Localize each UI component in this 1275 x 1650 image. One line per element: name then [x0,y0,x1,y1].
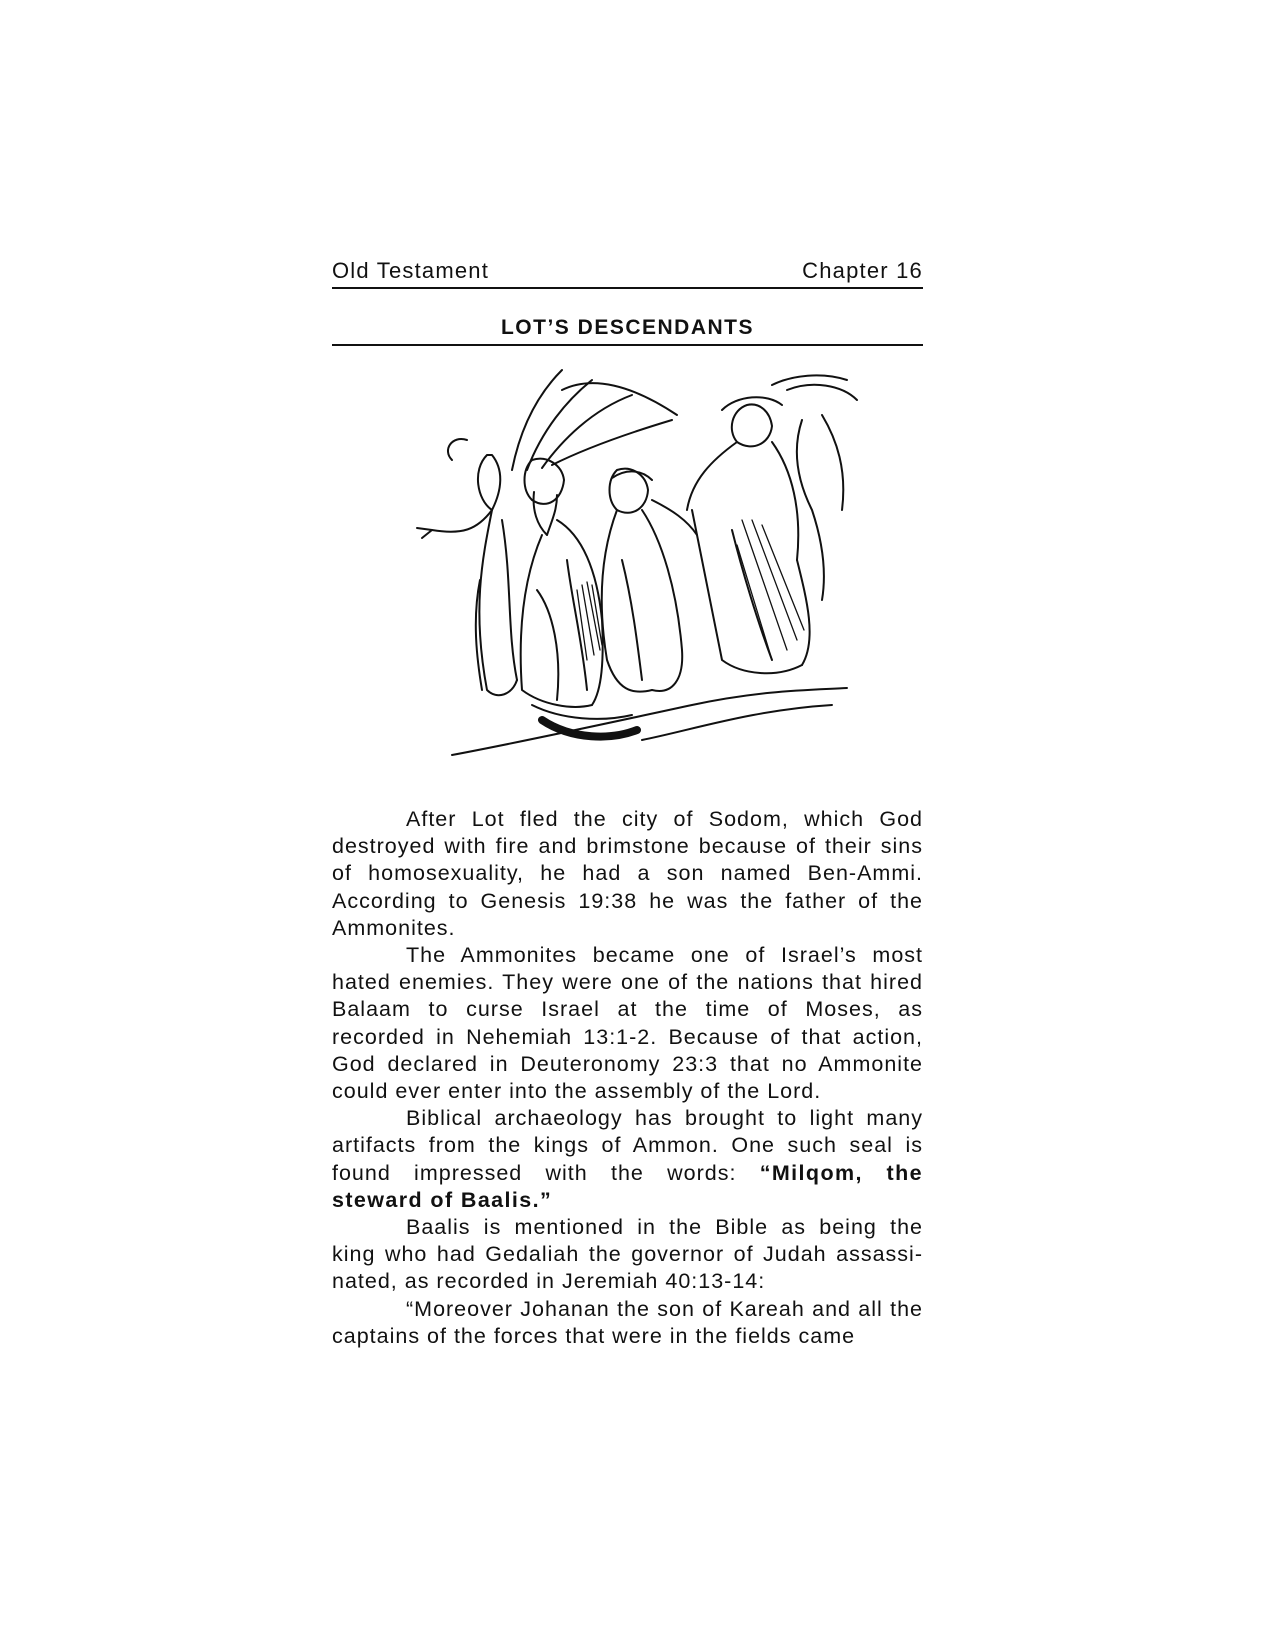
paragraph-1: After Lot fled the city of Sodom, which God destroyed with fire and brimstone because of their sins of homosexuality, he had a son named Ben-Ammi. According to Genesis 19:38 he was the father of the Ammonites. [332,807,923,940]
chapter-title: LOT’S DESCENDANTS [332,316,923,346]
paragraph-3 [332,1105,923,1214]
paragraph-2: The Ammonites became one of Israel’s most hated enemies. They were one of the nations that hired Balaam to curse Israel at the time of Moses, as recorded in Nehemiah 13:1-2. Because of that action, God declared in Deuteronomy 23:3 that no Ammonite could ever enter into the assembly of the Lord. [332,943,923,1104]
lot-family-illustration [392,360,862,780]
paragraph-5: “Moreover Johanan the son of Kareah and all the captains of the forces that were in the fields came [332,1296,923,1348]
paragraph-3-text: Biblical archaeology has brought to light many artifacts from the kings of Ammon. One such seal is found impressed with the words: [332,1106,923,1185]
paragraph-4: Baalis is mentioned in the Bible as being the king who had Gedaliah the governor of Judah assassi-nated, as recorded in Jeremiah 40:13-14: [332,1215,923,1294]
body-text [332,806,923,1350]
seal-inscription: “Milqom, the steward of Baalis.” [332,1160,923,1212]
running-header [332,258,923,289]
header-right: Chapter 16 [802,258,923,283]
page-column [332,258,923,1350]
header-left: Old Testament [332,258,490,283]
